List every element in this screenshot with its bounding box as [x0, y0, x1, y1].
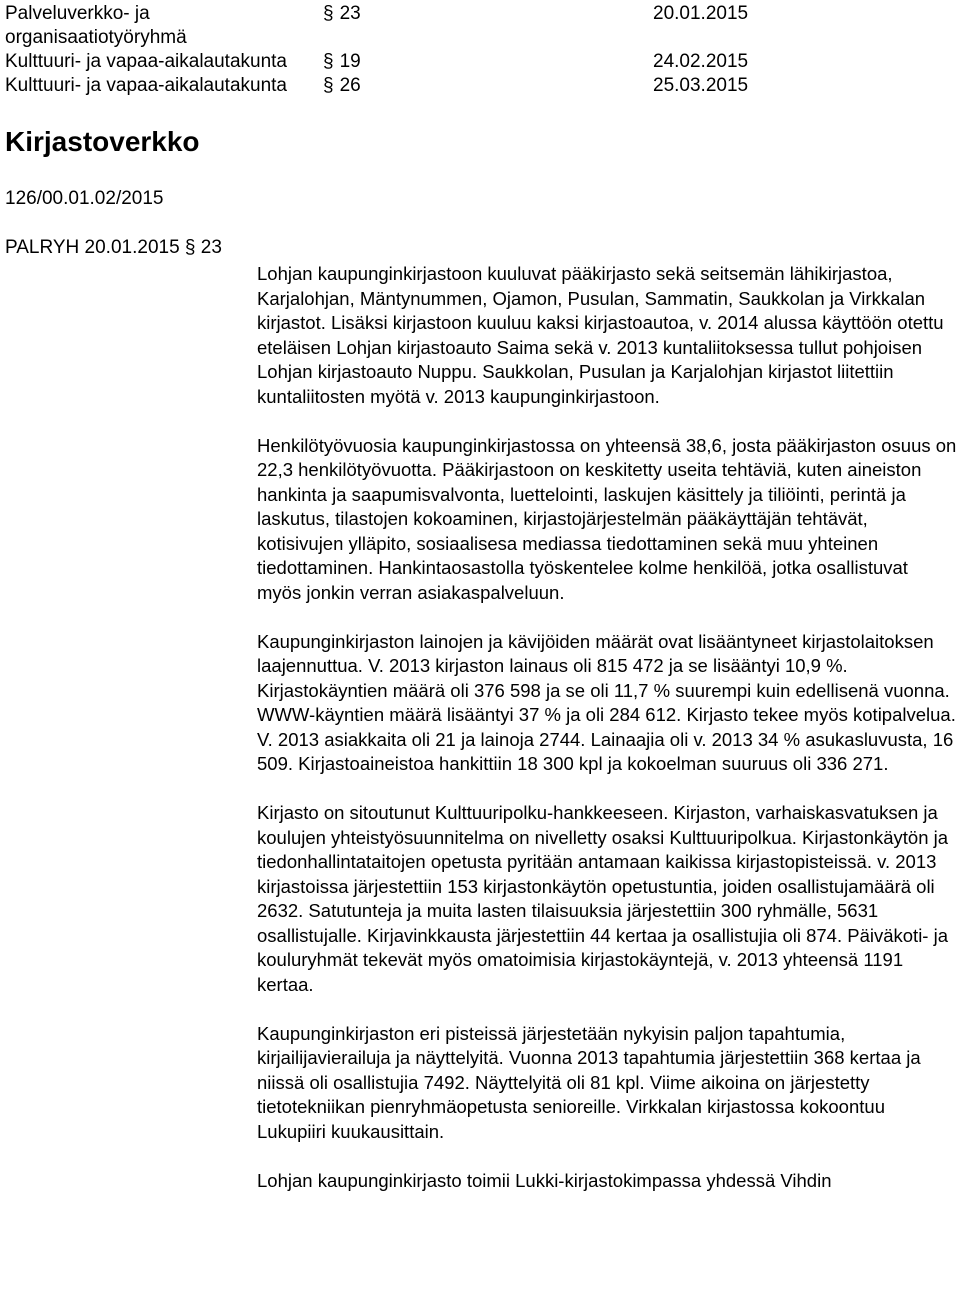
header-section-2 — [323, 50, 361, 74]
header-org-3: Kulttuuri- ja vapaa-aikalautakunta — [5, 75, 288, 96]
header-section-3 — [323, 74, 361, 98]
paragraph-lukki: Lohjan kaupunginkirjasto toimii Lukki-kirjastokimpassa yhdessä Vihdin — [257, 1169, 832, 1191]
paragraph-statistics: Kaupunginkirjaston lainojen ja kävijöiden määrät ovat lisääntyneet kirjastolaitoksen laajennuttua. V. 2013 kirjaston lainaus oli 815 472 ja se lisääntyi 10,9 %. Kirjastokäyntien määrä oli 376 598 ja se oli 11,7 % suurempi kuin edellisenä vuonna. WWW-käyntien määrä lisääntyi 37 % ja oli 284 612. Kirjasto tekee myös kotipalvelua. V. 2013 asiakkaita oli 21 ja lainoja 2744. Lainaajia oli v. 2013 34 % asukasluvusta, 16 509. Kirjastoaineistoa hankittiin 18 300 kpl ja kokoelman suuruus oli 336 271. — [257, 630, 956, 774]
header-date-3: 25.03.2015 — [653, 75, 749, 96]
header-org-2: Kulttuuri- ja vapaa-aikalautakunta — [5, 51, 288, 72]
paragraph-staff: Henkilötyövuosia kaupunginkirjastossa on yhteensä 38,6, josta pääkirjaston osuus on 22,3 henkilötyövuotta. Pääkirjastoon on keskitetty useita tehtäviä, kuten aineiston hankinta ja saapumisvalvonta, luettelointi, laskujen käsittely ja tiliöinti, perintä ja laskutus, tilastojen kokoaminen, kirjastojärjestelmän pääkäyttäjän tehtävät, kotisivujen ylläpito, sosiaalisesa mediassa tiedottaminen sekä muu yhteinen tiedottaminen. Hankintaosastolla työskentelee kolme henkilöä, jotka osallistuvat myös jonkin verran asiakaspalveluun. — [257, 434, 957, 603]
paragraph-culture-path: Kirjasto on sitoutunut Kulttuuripolku-hankkeeseen. Kirjaston, varhaiskasvatuksen ja koulujen yhteistyösuunnitelma on nivelletty osaksi Kulttuuripolkua. Kirjastonkäytön ja tiedonhallintataitojen opetusta pyritään antamaan kaikissa kirjastopisteissä. v. 2013 kirjastoissa järjestettiin 153 kirjastonkäytön opetustuntia, joiden osallistujamäärä oli 2632. Satutunteja ja muita lasten tilaisuuksia järjestettiin 300 ryhmälle, 5631 osallistujalle. Kirjavinkkausta järjestettiin 44 kertaa ja osallistujia oli 874. Päiväkoti- ja kouluryhmät tekevät myös omatoimisia kirjastokäyntejä, v. 2013 yhteensä 1191 kertaa. — [257, 802, 949, 995]
header-date-1: 20.01.2015 — [653, 3, 749, 24]
paragraph-events: Kaupunginkirjaston eri pisteissä järjestetään nykyisin paljon tapahtumia, kirjailijavierailuja ja näyttelyitä. Vuonna 2013 tapahtumia järjestettiin 368 kertaa ja niissä oli osallistujia 7492. Näyttelyitä oli 81 kpl. Viime aikoina on järjestetty tietotekniikan pienryhmäopetusta senioreille. Virkkalan kirjastossa kokoontuu Lukupiiri kuukausittain. — [257, 1022, 921, 1142]
header-section-1 — [323, 2, 361, 26]
section-symbol: § — [323, 3, 334, 24]
header-number-1: 23 — [339, 3, 361, 24]
header-date-2: 24.02.2015 — [653, 51, 749, 72]
header-org-1: Palveluverkko- ja organisaatiotyöryhmä — [5, 3, 187, 48]
diary-number: 126/00.01.02/2015 — [5, 188, 164, 209]
section-symbol: § — [323, 51, 334, 72]
document-body — [257, 262, 957, 1218]
paragraph-network: Lohjan kaupunginkirjastoon kuuluvat pääkirjasto sekä seitsemän lähikirjastoa, Karjalohjan, Mäntynummen, Ojamon, Pusulan, Sammatin, Saukkolan ja Virkkalan kirjastot. Lisäksi kirjastoon kuuluu kaksi kirjastoautoa, v. 2014 alussa käyttöön otettu eteläisen Lohjan kirjastoauto Saima sekä v. 2013 kuntaliitoksessa tullut pohjoisen Lohjan kirjastoauto Nuppu. Saukkolan, Pusulan ja Karjalohjan kirjastot liitettiin kuntaliitosten myötä v. 2013 kaupunginkirjastoon. — [257, 263, 944, 407]
header-number-2: 19 — [339, 51, 361, 72]
header-number-3: 26 — [339, 75, 361, 96]
section-symbol: § — [323, 75, 334, 96]
meeting-reference: PALRYH 20.01.2015 § 23 — [5, 237, 222, 258]
document-title: Kirjastoverkko — [5, 126, 200, 157]
